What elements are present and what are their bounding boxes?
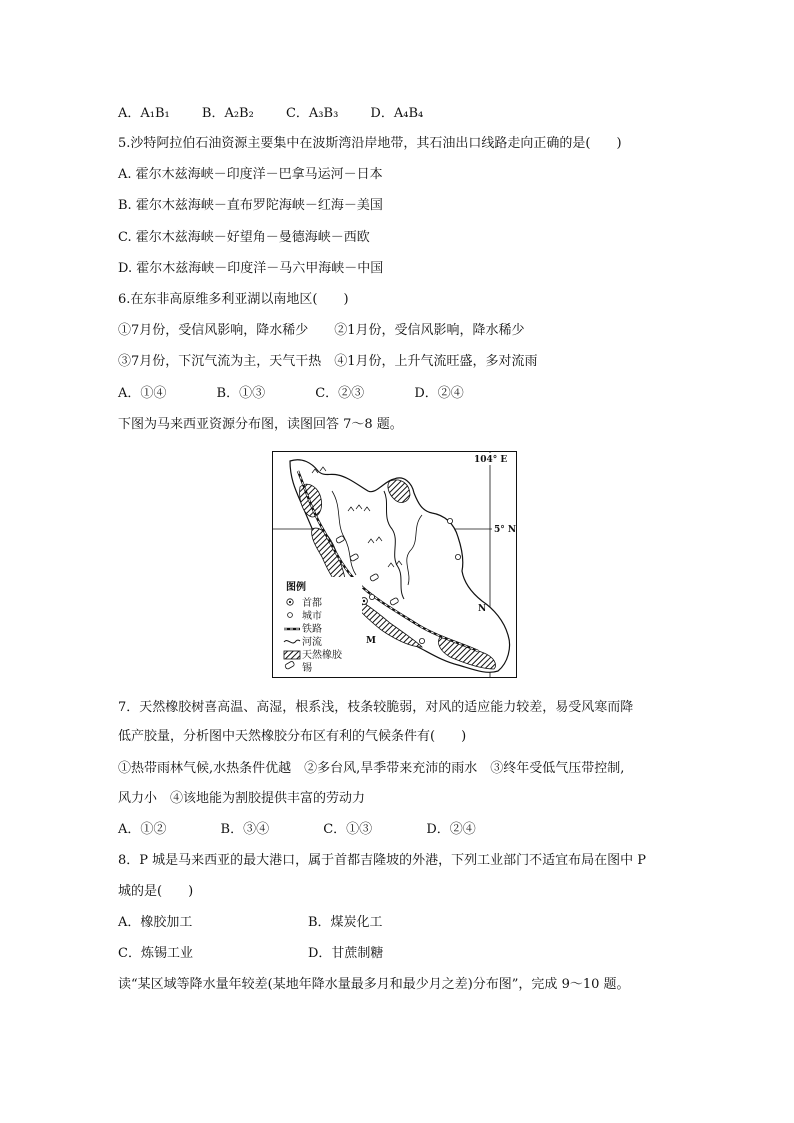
q4-option-a: A．A₁B₁ xyxy=(118,106,170,121)
q6-option-d: D．②④ xyxy=(414,386,464,401)
legend-railway: 铁路 xyxy=(302,624,322,635)
q7-stem-1: 7．天然橡胶树喜高温、高湿，根系浅，枝条较脆弱，对风的适应能力较差，易受风寒而降 xyxy=(118,700,634,715)
q6-stem: 6.在东非高原维多利亚湖以南地区( ) xyxy=(118,292,349,307)
q5-option-b: B. 霍尔木兹海峡－直布罗陀海峡－红海－美国 xyxy=(118,198,383,213)
legend-tin: 锡 xyxy=(302,663,312,674)
label-m: M xyxy=(366,636,376,646)
q7-option-a: A．①② xyxy=(118,822,167,837)
q8-option-a: A．橡胶加工 xyxy=(118,915,193,930)
q7-options xyxy=(118,821,476,839)
longitude-label: 104° E xyxy=(474,455,508,465)
q5-option-c: C. 霍尔木兹海峡－好望角－曼德海峡－西欧 xyxy=(118,230,370,245)
malaysia-resource-map xyxy=(272,451,517,678)
q7-statements-1: ①热带雨林气候,水热条件优越 ②多台风,旱季带来充沛的雨水 ③终年受低气压带控制, xyxy=(118,761,625,776)
q5-option-a: A. 霍尔木兹海峡－印度洋－巴拿马运河－日本 xyxy=(118,167,383,182)
legend-capital: 首都 xyxy=(302,598,322,609)
q4-option-b: B．A₂B₂ xyxy=(201,106,254,121)
legend-title: 图例 xyxy=(286,582,306,593)
q4-option-d: D．A₄B₄ xyxy=(370,106,424,121)
q7-stem-2: 低产胶量，分析图中天然橡胶分布区有利的气候条件有( ) xyxy=(118,729,467,744)
q6-statements-1: ①7月份，受信风影响，降水稀少 ②1月份，受信风影响，降水稀少 xyxy=(118,323,525,338)
q6-option-c: C．②③ xyxy=(315,386,365,401)
q8-option-d: D．甘蔗制糖 xyxy=(308,946,384,961)
q4-option-c: C．A₃B₃ xyxy=(285,106,339,121)
q5-stem: 5.沙特阿拉伯石油资源主要集中在波斯湾沿岸地带，其石油出口线路走向正确的是( ) xyxy=(118,136,622,151)
intro-9-10: 读“某区域等降水量年较差(某地年降水量最多月和最少月之差)分布图”，完成 9～10 题。 xyxy=(118,977,630,992)
q8-options-row-1 xyxy=(118,914,383,932)
q7-option-b: B．③④ xyxy=(220,822,270,837)
q7-option-d: D．②④ xyxy=(426,822,476,837)
q8-stem-1: 8．P 城是马来西亚的最大港口，属于首都吉隆坡的外港，下列工业部门不适宜布局在图中 P xyxy=(118,853,647,868)
q6-option-b: B．①③ xyxy=(216,386,266,401)
q7-statements-2: 风力小 ④该地能为割胶提供丰富的劳动力 xyxy=(118,791,366,806)
q5-option-d: D. 霍尔木兹海峡－印度洋－马六甲海峡－中国 xyxy=(118,261,384,276)
q6-statements-2: ③7月份，下沉气流为主，天气干热 ④1月份，上升气流旺盛，多对流雨 xyxy=(118,354,538,369)
latitude-label: 5° N xyxy=(494,525,517,535)
q8-option-b: B．煤炭化工 xyxy=(308,915,383,930)
q8-stem-2: 城的是( ) xyxy=(118,884,194,899)
q8-options-row-2 xyxy=(118,945,383,963)
legend-river: 河流 xyxy=(302,637,322,648)
legend-rubber: 天然橡胶 xyxy=(302,650,342,661)
legend-city: 城市 xyxy=(302,611,322,622)
q4-options xyxy=(118,105,423,123)
label-n: N xyxy=(478,604,487,614)
q8-option-c: C．炼锡工业 xyxy=(118,946,193,961)
intro-7-8: 下图为马来西亚资源分布图，读图回答 7～8 题。 xyxy=(118,417,403,432)
map-legend xyxy=(282,577,362,675)
q6-option-a: A．①④ xyxy=(118,386,167,401)
q6-options xyxy=(118,385,464,403)
q7-option-c: C．①③ xyxy=(323,822,373,837)
